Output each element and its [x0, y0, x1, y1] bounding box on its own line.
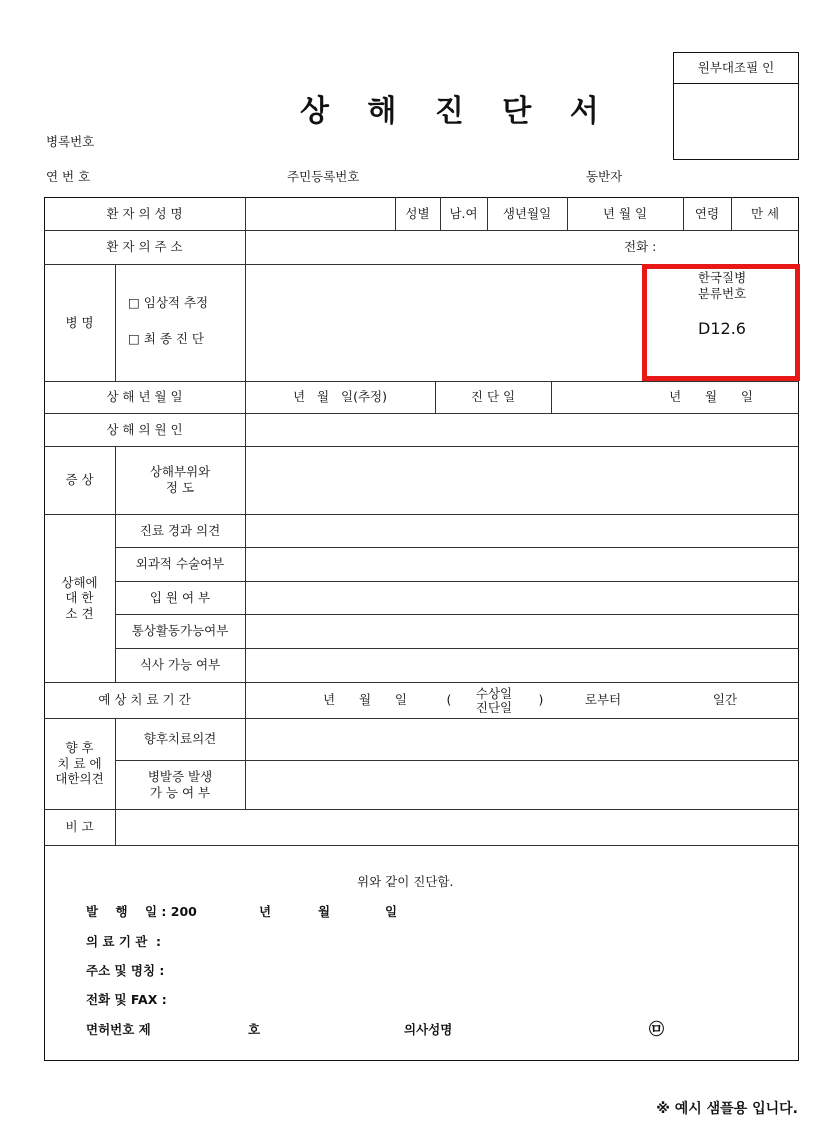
future-treatment-label: 향후치료의견: [143, 731, 217, 747]
surgery-label: 외과적 수술여부: [135, 556, 225, 572]
meal-ability-label: 식사 가능 여부: [139, 657, 221, 673]
injury-opinion-group-label: 상해에 대 한 소 견: [61, 574, 98, 621]
license-suffix: 호: [248, 1022, 261, 1037]
birth-label: 생년월일: [502, 205, 552, 221]
remark-label: 비 고: [65, 819, 94, 835]
serial-number-label: 연 번 호: [46, 169, 91, 184]
sex-value: 남.여: [449, 205, 478, 221]
record-number-label: 병록번호: [46, 134, 95, 149]
resident-number-label: 주민등록번호: [287, 169, 360, 184]
injury-date-label: 상 해 년 월 일: [106, 389, 183, 405]
injury-site-label: 상해부위와 정 도: [149, 464, 211, 495]
kcd-label: 한국질병 분류번호: [697, 270, 747, 301]
diagnosis-statement: 위와 같이 진단함.: [357, 874, 454, 889]
disease-label: 병 명: [65, 314, 94, 330]
symptom-label: 증 상: [65, 472, 94, 488]
kcd-highlight-box: [642, 264, 800, 381]
license-label: 면허번호 제: [86, 1022, 151, 1037]
injury-cause-label: 상 해 의 원 인: [106, 421, 183, 437]
period-diagnosis-day: 진단일: [475, 700, 513, 716]
sample-note: ※ 예시 샘플용 입니다.: [656, 1101, 798, 1117]
phone-fax-label: 전화 및 FAX :: [86, 992, 167, 1007]
patient-name-field[interactable]: [245, 197, 395, 230]
document-title: 상 해 진 단 서: [300, 94, 613, 129]
expected-period-date: 년 월 일: [323, 692, 407, 708]
issue-date-label: 발 행 일 : 200: [86, 904, 197, 919]
address-name-label: 주소 및 명칭 :: [86, 963, 165, 978]
patient-name-label: 환 자 의 성 명: [106, 205, 183, 221]
period-days-label: 일간: [712, 692, 738, 708]
stamp-box: [673, 52, 799, 160]
sex-label: 성별: [405, 205, 430, 221]
issue-year: 년: [259, 904, 272, 919]
final-diagnosis-checkbox[interactable]: □ 최 종 진 단: [128, 331, 205, 347]
birth-value: 년 월 일: [602, 205, 648, 221]
expected-period-label: 예 상 치 료 기 간: [98, 692, 191, 708]
issue-month: 월: [318, 904, 331, 919]
daily-activity-label: 통상활동가능여부: [131, 623, 229, 639]
companion-label: 동반자: [586, 169, 623, 184]
age-label: 연령: [694, 205, 720, 221]
future-treatment-group-label: 향 후 치 료 에 대한의견: [55, 740, 104, 787]
age-value: 만 세: [750, 205, 780, 221]
doctor-name-label: 의사성명: [404, 1022, 453, 1037]
phone-label: 전화 :: [624, 239, 657, 255]
seal-mark: ㉤: [649, 1020, 665, 1038]
injury-date-value: 년 월 일(추정): [293, 389, 387, 405]
patient-address-label: 환 자 의 주 소: [106, 239, 183, 255]
treatment-course-label: 진료 경과 의견: [139, 522, 221, 538]
issue-day: 일: [385, 904, 398, 919]
stamp-label: 원부대조필 인: [674, 53, 798, 84]
diagnosis-date-value: 년 월 일: [669, 389, 753, 405]
period-paren-close: ): [538, 692, 544, 708]
diagnosis-date-label: 진 단 일: [470, 389, 516, 405]
complication-label: 병발증 발생 가 능 여 부: [147, 768, 213, 800]
period-from-label: 로부터: [584, 692, 622, 708]
institution-label: 의 료 기 관 :: [86, 934, 162, 949]
period-paren-open: (: [446, 692, 452, 708]
period-injury-day: 수상일: [475, 686, 513, 702]
admission-label: 입 원 여 부: [149, 589, 211, 605]
clinical-estimate-checkbox[interactable]: □ 임상적 추정: [128, 295, 209, 311]
kcd-code: D12.6: [698, 319, 746, 338]
